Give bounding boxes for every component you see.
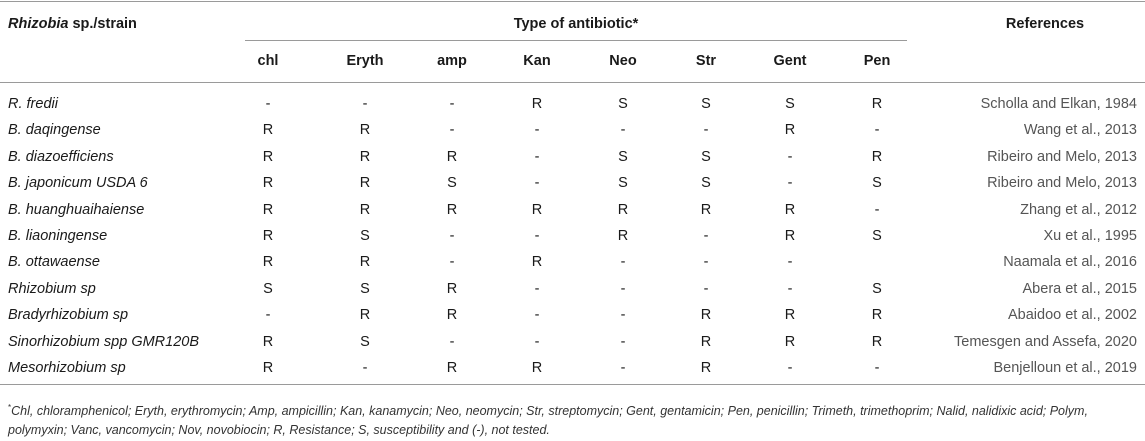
antibiotic-result-gent: R: [784, 228, 796, 244]
antibiotic-result-chl: R: [262, 122, 274, 139]
antibiotic-result-neo: R: [617, 228, 629, 244]
antibiotic-result-amp: R: [446, 148, 458, 165]
antibiotic-result-str: R: [700, 201, 712, 218]
antibiotic-result-neo: S: [618, 96, 628, 112]
antibiotic-header-eryth: Eryth: [346, 53, 384, 69]
antibiotic-result-str: R: [700, 333, 712, 350]
antibiotic-result-amp: -: [449, 122, 455, 139]
antibiotic-result-amp: R: [446, 280, 458, 297]
antibiotic-result-gent: -: [787, 360, 793, 376]
antibiotic-result-gent: R: [784, 307, 796, 324]
antibiotic-result-kan: -: [534, 148, 540, 165]
antibiotic-result-gent: R: [784, 122, 796, 139]
antibiotic-header-pen: Pen: [863, 53, 891, 69]
antibiotic-result-kan: R: [531, 201, 543, 218]
antibiotic-header-neo: Neo: [609, 53, 637, 69]
reference: Ribeiro and Melo, 2013: [987, 175, 1137, 192]
strain-name: B. daqingense: [8, 122, 101, 139]
antibiotic-result-amp: -: [449, 254, 455, 271]
antibiotic-result-neo: -: [620, 280, 626, 297]
strain-name: B. ottawaense: [8, 254, 100, 271]
strain-name: B. huanghuaihaiense: [8, 201, 145, 218]
footnote-text: Chl, chloramphenicol; Eryth, erythromycin; Amp, ampicillin; Kan, kanamycin; Neo, neomycin; Str, streptomycin; Gent, gentamicin; Pen, penicillin; Trimeth, trimethoprim; Nalid, nalidixic acid; Polym, polymyxin; Vanc, vancomycin; Nov, novobiocin; R, Resistance; S, susceptibility and (-), not tested.: [8, 404, 1088, 438]
antibiotic-result-pen: -: [874, 360, 880, 376]
antibiotic-result-kan: R: [531, 96, 543, 112]
antibiotic-result-neo: S: [618, 148, 628, 165]
table-footnote: [8, 398, 1138, 440]
antibiotic-header-str: Str: [695, 53, 717, 69]
antibiotic-result-neo: -: [620, 333, 626, 350]
antibiotic-result-str: R: [700, 360, 712, 376]
antibiotic-result-eryth: R: [359, 307, 371, 324]
antibiotic-result-kan: -: [534, 333, 540, 350]
antibiotic-result-pen: S: [872, 228, 882, 244]
antibiotic-result-gent: R: [784, 333, 796, 350]
reference: Temesgen and Assefa, 2020: [954, 333, 1137, 350]
antibiotic-result-pen: -: [874, 201, 880, 218]
antibiotic-result-amp: -: [449, 228, 455, 244]
reference: Abaidoo et al., 2002: [1008, 307, 1137, 324]
antibiotic-result-amp: -: [449, 333, 455, 350]
antibiotic-result-chl: R: [262, 333, 274, 350]
antibiotic-result-eryth: R: [359, 148, 371, 165]
strain-name: Rhizobium sp: [8, 280, 96, 297]
antibiotic-result-gent: R: [784, 201, 796, 218]
strain-name: B. diazoefficiens: [8, 148, 114, 165]
antibiotic-result-neo: -: [620, 307, 626, 324]
antibiotic-result-gent: -: [787, 148, 793, 165]
antibiotic-result-gent: S: [785, 96, 795, 112]
antibiotic-result-neo: -: [620, 360, 626, 376]
antibiotic-result-chl: R: [262, 148, 274, 165]
strain-name: R. fredii: [8, 96, 58, 112]
antibiotic-result-chl: R: [262, 175, 274, 192]
antibiotic-result-eryth: S: [360, 333, 370, 350]
antibiotic-result-chl: R: [262, 228, 274, 244]
antibiotic-result-kan: -: [534, 228, 540, 244]
antibiotic-result-pen: S: [872, 280, 882, 297]
antibiotic-result-eryth: R: [359, 175, 371, 192]
reference: Zhang et al., 2012: [1020, 201, 1137, 218]
antibiotic-result-str: -: [703, 280, 709, 297]
antibiotic-result-gent: -: [787, 254, 793, 271]
antibiotic-result-amp: S: [447, 175, 457, 192]
antibiotic-result-pen: -: [874, 122, 880, 139]
antibiotic-result-neo: -: [620, 254, 626, 271]
antibiotic-result-amp: R: [446, 307, 458, 324]
antibiotic-header-kan: Kan: [523, 53, 551, 69]
antibiotic-result-eryth: R: [359, 122, 371, 139]
antibiotic-group-header: Type of antibiotic*: [513, 16, 639, 32]
header-bottom-rule: [0, 82, 1145, 83]
antibiotic-result-kan: -: [534, 307, 540, 324]
reference: Naamala et al., 2016: [1003, 254, 1137, 271]
antibiotic-result-gent: -: [787, 280, 793, 297]
antibiotic-result-kan: -: [534, 175, 540, 192]
antibiotic-result-str: -: [703, 122, 709, 139]
antibiotic-result-kan: -: [534, 122, 540, 139]
antibiotic-result-kan: R: [531, 360, 543, 376]
strain-header-rest: sp./strain: [68, 16, 137, 32]
antibiotic-result-str: S: [701, 96, 711, 112]
references-column-header: References: [1005, 16, 1085, 32]
antibiotic-result-eryth: R: [359, 201, 371, 218]
strain-name: Mesorhizobium sp: [8, 360, 126, 376]
antibiotic-result-eryth: S: [360, 280, 370, 297]
reference: Wang et al., 2013: [1023, 122, 1137, 139]
strain-header-italic: Rhizobia: [8, 16, 69, 32]
strain-name: Bradyrhizobium sp: [8, 307, 129, 324]
antibiotic-result-chl: -: [265, 96, 271, 112]
antibiotic-result-kan: -: [534, 280, 540, 297]
antibiotic-group-rule: [245, 40, 907, 41]
reference: Benjelloun et al., 2019: [993, 360, 1137, 376]
antibiotic-result-chl: S: [263, 280, 273, 297]
reference: Ribeiro and Melo, 2013: [987, 148, 1137, 165]
antibiotic-result-chl: R: [262, 201, 274, 218]
antibiotic-result-gent: -: [787, 175, 793, 192]
antibiotic-result-pen: R: [871, 96, 883, 112]
antibiotic-result-str: -: [703, 254, 709, 271]
antibiotic-result-eryth: S: [360, 228, 370, 244]
antibiotic-result-eryth: -: [362, 360, 368, 376]
antibiotic-result-pen: S: [872, 175, 882, 192]
table-bottom-rule: [0, 384, 1145, 385]
antibiotic-result-amp: -: [449, 96, 455, 112]
antibiotic-result-str: S: [701, 175, 711, 192]
antibiotic-result-eryth: R: [359, 254, 371, 271]
strain-column-header: [8, 15, 137, 33]
reference: Xu et al., 1995: [1043, 228, 1137, 244]
antibiotic-result-kan: R: [531, 254, 543, 271]
antibiotic-result-str: -: [703, 228, 709, 244]
antibiotic-result-chl: R: [262, 254, 274, 271]
antibiotic-header-amp: amp: [437, 53, 467, 69]
antibiotic-result-chl: R: [262, 360, 274, 376]
antibiotic-result-eryth: -: [362, 96, 368, 112]
strain-name: B. japonicum USDA 6: [8, 175, 148, 192]
antibiotic-result-amp: R: [446, 201, 458, 218]
antibiotic-result-pen: R: [871, 307, 883, 324]
table-top-rule: [0, 1, 1145, 2]
antibiotic-result-str: R: [700, 307, 712, 324]
antibiotic-result-pen: R: [871, 333, 883, 350]
antibiotic-result-neo: -: [620, 122, 626, 139]
strain-name: B. liaoningense: [8, 228, 108, 244]
antibiotic-result-chl: -: [265, 307, 271, 324]
antibiotic-header-chl: chl: [257, 53, 279, 69]
strain-name: Sinorhizobium spp GMR120B: [8, 333, 200, 350]
antibiotic-result-amp: R: [446, 360, 458, 376]
antibiotic-result-pen: R: [871, 148, 883, 165]
reference: Scholla and Elkan, 1984: [980, 96, 1137, 112]
footnote-marker: *: [8, 403, 12, 412]
antibiotic-result-str: S: [701, 148, 711, 165]
antibiotic-result-neo: S: [618, 175, 628, 192]
antibiotic-header-gent: Gent: [773, 53, 807, 69]
antibiotic-result-neo: R: [617, 201, 629, 218]
reference: Abera et al., 2015: [1022, 280, 1137, 297]
